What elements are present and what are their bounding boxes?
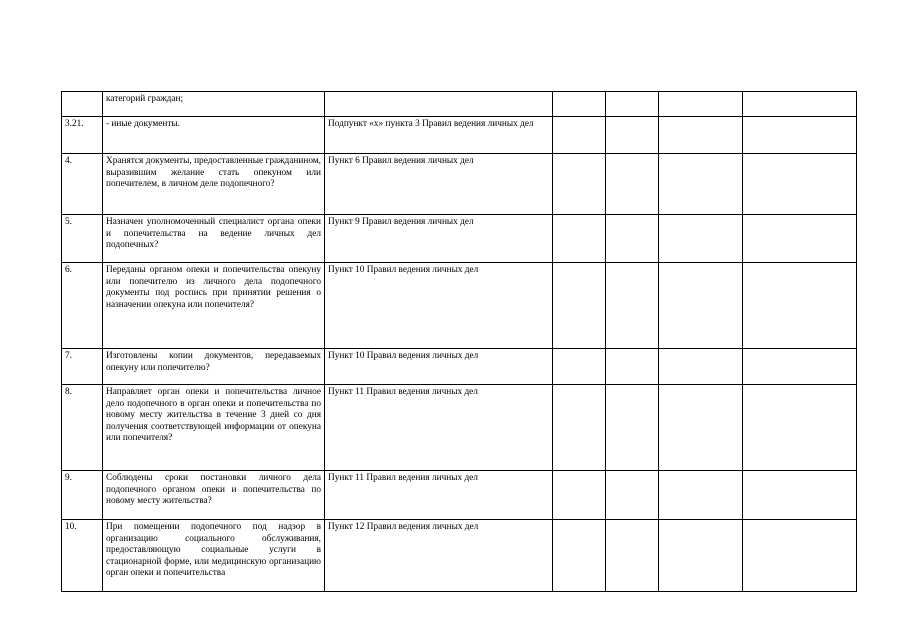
row-question: Изготовлены копии документов, передаваемых опекуну или попечителю? [103,349,325,385]
row-source: Пункт 10 Правил ведения личных дел [325,263,553,349]
empty-cell [553,263,606,349]
table-row [62,349,857,385]
empty-cell [743,385,857,471]
table-row [62,263,857,349]
empty-cell [553,471,606,520]
row-question: категорий граждан; [103,92,325,117]
empty-cell [743,154,857,215]
row-question: Назначен уполномоченный специалист органа опеки и попечительства на ведение личных дел подопечных? [103,215,325,263]
row-source [325,92,553,117]
row-source: Пункт 9 Правил ведения личных дел [325,215,553,263]
empty-cell [606,385,659,471]
empty-cell [743,215,857,263]
empty-cell [553,154,606,215]
table-row [62,385,857,471]
empty-cell [606,471,659,520]
row-number: 9. [62,471,103,520]
table-row [62,117,857,154]
empty-cell [659,154,743,215]
empty-cell [553,385,606,471]
checklist-table [61,91,857,592]
row-number: 8. [62,385,103,471]
empty-cell [743,349,857,385]
empty-cell [606,263,659,349]
empty-cell [659,385,743,471]
empty-cell [553,215,606,263]
row-number: 3.21. [62,117,103,154]
row-number: 10. [62,520,103,592]
empty-cell [659,520,743,592]
empty-cell [553,520,606,592]
empty-cell [606,154,659,215]
empty-cell [743,92,857,117]
row-source: Пункт 6 Правил ведения личных дел [325,154,553,215]
row-question: Направляет орган опеки и попечительства личное дело подопечного в орган опеки и попечительства по новому месту жительства в течение 3 дней со дня получения соответствующей информации от опекуна или попечителя? [103,385,325,471]
empty-cell [743,520,857,592]
row-source: Пункт 11 Правил ведения личных дел [325,385,553,471]
empty-cell [659,215,743,263]
empty-cell [743,263,857,349]
checklist-body [62,92,857,592]
table-row [62,154,857,215]
empty-cell [606,215,659,263]
row-question: Переданы органом опеки и попечительства опекуну или попечителю из личного дела подопечного документы под роспись при принятии решения о назначении опекуна или попечителя? [103,263,325,349]
empty-cell [743,117,857,154]
table-row [62,520,857,592]
row-number [62,92,103,117]
row-number: 7. [62,349,103,385]
row-source: Пункт 10 Правил ведения личных дел [325,349,553,385]
empty-cell [606,520,659,592]
empty-cell [743,471,857,520]
row-number: 6. [62,263,103,349]
table-row [62,215,857,263]
empty-cell [553,349,606,385]
row-source: Пункт 11 Правил ведения личных дел [325,471,553,520]
table-row [62,92,857,117]
table-row [62,471,857,520]
row-question: Хранятся документы, предоставленные гражданином, выразившим желание стать опекуном или попечителем, в личном деле подопечного? [103,154,325,215]
empty-cell [553,117,606,154]
empty-cell [659,117,743,154]
row-question: Соблюдены сроки постановки личного дела подопечного органом опеки и попечительства по новому месту жительства? [103,471,325,520]
empty-cell [659,263,743,349]
empty-cell [606,117,659,154]
row-question: При помещении подопечного под надзор в организацию социального обслуживания, предоставляющую социальные услуги в стационарной форме, или медицинскую организацию орган опеки и попечительства [103,520,325,592]
empty-cell [659,349,743,385]
row-source: Подпункт «х» пункта 3 Правил ведения личных дел [325,117,553,154]
row-number: 4. [62,154,103,215]
empty-cell [659,92,743,117]
row-number: 5. [62,215,103,263]
empty-cell [606,92,659,117]
row-question: - иные документы. [103,117,325,154]
row-source: Пункт 12 Правил ведения личных дел [325,520,553,592]
empty-cell [553,92,606,117]
empty-cell [659,471,743,520]
empty-cell [606,349,659,385]
